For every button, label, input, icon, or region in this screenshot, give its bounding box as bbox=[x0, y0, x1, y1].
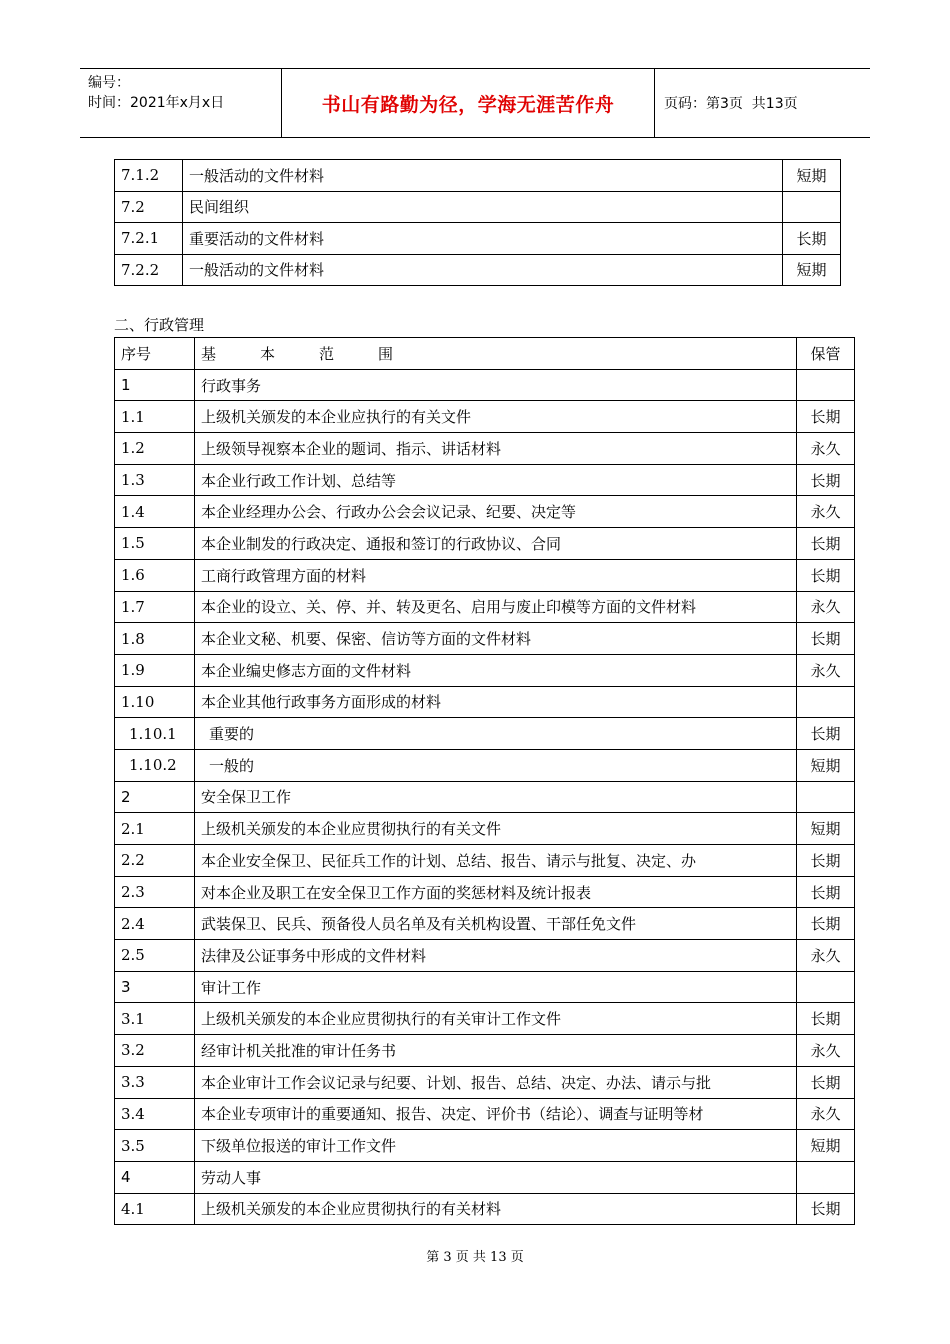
row-scope: 本企业的设立、关、停、并、转及更名、启用与废止印模等方面的文件材料 bbox=[195, 591, 797, 623]
row-scope: 法律及公证事务中形成的文件材料 bbox=[195, 940, 797, 972]
row-number: 2.2 bbox=[115, 845, 195, 877]
row-number: 1.3 bbox=[115, 464, 195, 496]
row-number: 2.4 bbox=[115, 908, 195, 940]
row-keep-period: 短期 bbox=[797, 749, 855, 781]
row-keep-period: 短期 bbox=[797, 1130, 855, 1162]
row-scope: 上级机关颁发的本企业应贯彻执行的有关审计工作文件 bbox=[195, 1003, 797, 1035]
table-row bbox=[115, 1098, 855, 1130]
row-keep-period: 长期 bbox=[797, 559, 855, 591]
row-scope: 武装保卫、民兵、预备役人员名单及有关机构设置、干部任免文件 bbox=[195, 908, 797, 940]
table-row bbox=[115, 401, 855, 433]
table-row bbox=[115, 254, 841, 286]
row-number: 2 bbox=[115, 781, 195, 813]
row-keep-period: 长期 bbox=[797, 1193, 855, 1225]
row-scope: 工商行政管理方面的材料 bbox=[195, 559, 797, 591]
table-row bbox=[115, 940, 855, 972]
table-row bbox=[115, 559, 855, 591]
row-number: 3 bbox=[115, 971, 195, 1003]
table-row bbox=[115, 464, 855, 496]
row-scope: 上级领导视察本企业的题词、指示、讲话材料 bbox=[195, 433, 797, 465]
table-row bbox=[115, 528, 855, 560]
retention-table-admin bbox=[114, 337, 855, 1225]
row-scope: 本企业专项审计的重要通知、报告、决定、评价书（结论）、调查与证明等材 bbox=[195, 1098, 797, 1130]
page-label: 页码：第3页 共13页 bbox=[664, 96, 798, 112]
row-number: 4.1 bbox=[115, 1193, 195, 1225]
table-row bbox=[115, 876, 855, 908]
row-keep-period: 永久 bbox=[797, 591, 855, 623]
row-scope: 本企业制发的行政决定、通报和签订的行政协议、合同 bbox=[195, 528, 797, 560]
table-row bbox=[115, 1035, 855, 1067]
row-number: 3.3 bbox=[115, 1066, 195, 1098]
table-header-row bbox=[115, 338, 855, 370]
header-page-info bbox=[654, 69, 870, 137]
table-row bbox=[115, 749, 855, 781]
table-row bbox=[115, 1066, 855, 1098]
row-scope: 重要的 bbox=[195, 718, 797, 750]
row-scope: 本企业编史修志方面的文件材料 bbox=[195, 654, 797, 686]
row-scope: 本企业行政工作计划、总结等 bbox=[195, 464, 797, 496]
row-keep-period: 长期 bbox=[797, 845, 855, 877]
row-scope: 本企业安全保卫、民征兵工作的计划、总结、报告、请示与批复、决定、办 bbox=[195, 845, 797, 877]
page-header bbox=[80, 68, 870, 138]
table-row bbox=[115, 718, 855, 750]
row-keep-period: 长期 bbox=[797, 528, 855, 560]
table-row bbox=[115, 686, 855, 718]
row-number: 1 bbox=[115, 369, 195, 401]
row-keep-period: 永久 bbox=[797, 940, 855, 972]
section-title: 二、行政管理 bbox=[114, 316, 205, 334]
row-keep-period: 长期 bbox=[797, 464, 855, 496]
row-keep-period bbox=[797, 1161, 855, 1193]
row-number: 3.5 bbox=[115, 1130, 195, 1162]
row-scope: 民间组织 bbox=[183, 191, 783, 223]
row-keep-period: 长期 bbox=[797, 718, 855, 750]
retention-table-continued bbox=[114, 159, 841, 286]
row-keep-period: 永久 bbox=[797, 654, 855, 686]
row-number: 1.10 bbox=[115, 686, 195, 718]
row-keep-period: 长期 bbox=[797, 908, 855, 940]
number-label: 编号： bbox=[88, 75, 130, 91]
row-scope: 安全保卫工作 bbox=[195, 781, 797, 813]
row-number: 1.4 bbox=[115, 496, 195, 528]
row-keep-period: 永久 bbox=[797, 496, 855, 528]
row-number: 1.1 bbox=[115, 401, 195, 433]
row-keep-period bbox=[797, 781, 855, 813]
row-scope: 一般活动的文件材料 bbox=[183, 160, 783, 192]
row-scope: 上级机关颁发的本企业应贯彻执行的有关文件 bbox=[195, 813, 797, 845]
col-header-keep: 保管 bbox=[797, 338, 855, 370]
row-scope: 经审计机关批准的审计任务书 bbox=[195, 1035, 797, 1067]
table-row bbox=[115, 813, 855, 845]
row-number: 2.3 bbox=[115, 876, 195, 908]
row-number: 1.8 bbox=[115, 623, 195, 655]
table-row bbox=[115, 971, 855, 1003]
row-keep-period: 长期 bbox=[797, 876, 855, 908]
table-row bbox=[115, 1193, 855, 1225]
row-number: 2.5 bbox=[115, 940, 195, 972]
col-header-no: 序号 bbox=[115, 338, 195, 370]
row-scope: 本企业审计工作会议记录与纪要、计划、报告、总结、决定、办法、请示与批 bbox=[195, 1066, 797, 1098]
row-keep-period: 短期 bbox=[797, 813, 855, 845]
row-keep-period: 长期 bbox=[797, 623, 855, 655]
table-row bbox=[115, 1130, 855, 1162]
table-row bbox=[115, 623, 855, 655]
table-row bbox=[115, 1161, 855, 1193]
row-number: 7.2 bbox=[115, 191, 183, 223]
row-scope: 对本企业及职工在安全保卫工作方面的奖惩材料及统计报表 bbox=[195, 876, 797, 908]
row-scope: 行政事务 bbox=[195, 369, 797, 401]
table-row bbox=[115, 845, 855, 877]
row-keep-period: 短期 bbox=[783, 254, 841, 286]
header-meta bbox=[80, 69, 282, 137]
row-keep-period: 长期 bbox=[783, 223, 841, 255]
row-number: 4 bbox=[115, 1161, 195, 1193]
row-scope: 本企业其他行政事务方面形成的材料 bbox=[195, 686, 797, 718]
row-number: 7.1.2 bbox=[115, 160, 183, 192]
row-number: 1.10.2 bbox=[115, 749, 195, 781]
table-row bbox=[115, 781, 855, 813]
table-row bbox=[115, 908, 855, 940]
row-number: 2.1 bbox=[115, 813, 195, 845]
row-number: 3.1 bbox=[115, 1003, 195, 1035]
header-motto: 书山有路勤为径，学海无涯苦作舟 bbox=[282, 69, 655, 137]
row-number: 3.4 bbox=[115, 1098, 195, 1130]
row-scope: 一般活动的文件材料 bbox=[183, 254, 783, 286]
row-keep-period bbox=[797, 369, 855, 401]
row-number: 7.2.2 bbox=[115, 254, 183, 286]
table-row bbox=[115, 223, 841, 255]
row-keep-period bbox=[797, 971, 855, 1003]
row-scope: 劳动人事 bbox=[195, 1161, 797, 1193]
row-scope: 本企业文秘、机要、保密、信访等方面的文件材料 bbox=[195, 623, 797, 655]
table-row bbox=[115, 1003, 855, 1035]
row-keep-period bbox=[797, 686, 855, 718]
row-scope: 上级机关颁发的本企业应执行的有关文件 bbox=[195, 401, 797, 433]
row-number: 1.9 bbox=[115, 654, 195, 686]
row-number: 1.5 bbox=[115, 528, 195, 560]
row-number: 7.2.1 bbox=[115, 223, 183, 255]
row-number: 1.10.1 bbox=[115, 718, 195, 750]
row-number: 1.2 bbox=[115, 433, 195, 465]
table-row bbox=[115, 654, 855, 686]
row-keep-period: 短期 bbox=[783, 160, 841, 192]
table-row bbox=[115, 160, 841, 192]
row-scope: 重要活动的文件材料 bbox=[183, 223, 783, 255]
row-scope: 审计工作 bbox=[195, 971, 797, 1003]
row-scope: 上级机关颁发的本企业应贯彻执行的有关材料 bbox=[195, 1193, 797, 1225]
time-label: 时间：2021年x月x日 bbox=[88, 95, 225, 111]
row-number: 1.7 bbox=[115, 591, 195, 623]
col-header-scope: 基 本 范 围 bbox=[195, 338, 797, 370]
row-number: 1.6 bbox=[115, 559, 195, 591]
table-row bbox=[115, 496, 855, 528]
table-row bbox=[115, 191, 841, 223]
page-footer: 第 3 页 共 13 页 bbox=[426, 1250, 524, 1265]
row-scope: 本企业经理办公会、行政办公会会议记录、纪要、决定等 bbox=[195, 496, 797, 528]
row-scope: 下级单位报送的审计工作文件 bbox=[195, 1130, 797, 1162]
row-scope: 一般的 bbox=[195, 749, 797, 781]
row-keep-period bbox=[783, 191, 841, 223]
row-number: 3.2 bbox=[115, 1035, 195, 1067]
table-row bbox=[115, 591, 855, 623]
row-keep-period: 永久 bbox=[797, 433, 855, 465]
table-row bbox=[115, 433, 855, 465]
row-keep-period: 永久 bbox=[797, 1098, 855, 1130]
row-keep-period: 长期 bbox=[797, 1003, 855, 1035]
row-keep-period: 长期 bbox=[797, 1066, 855, 1098]
row-keep-period: 永久 bbox=[797, 1035, 855, 1067]
table-row bbox=[115, 369, 855, 401]
row-keep-period: 长期 bbox=[797, 401, 855, 433]
